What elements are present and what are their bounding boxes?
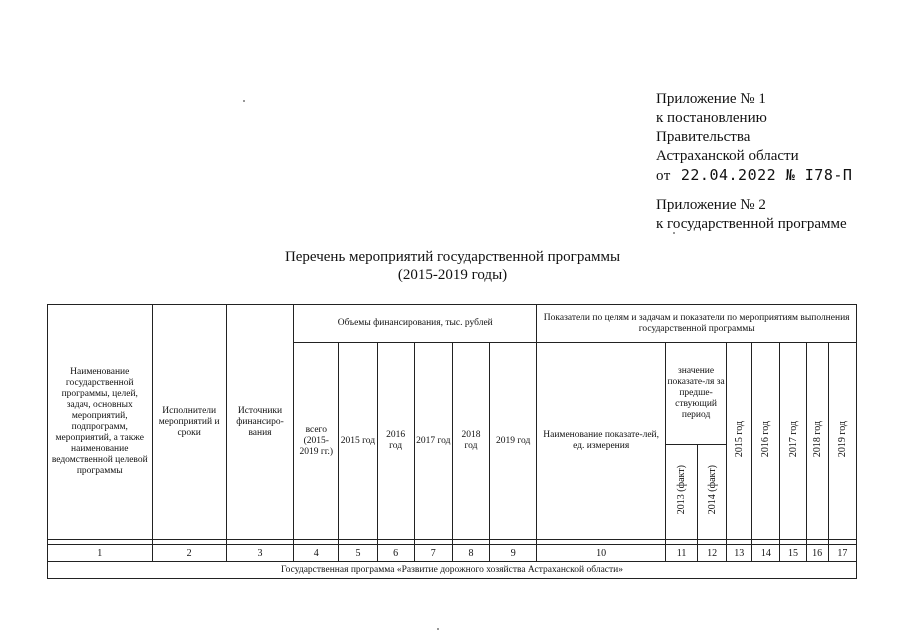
- program-row: [48, 562, 857, 579]
- column-number: 4: [294, 545, 339, 562]
- column-number: 1: [48, 545, 153, 562]
- column-number: 6: [377, 545, 414, 562]
- column-number: 8: [452, 545, 489, 562]
- appendix-1-block: [656, 90, 852, 186]
- decree-date-line: [656, 166, 852, 186]
- column-number: 11: [665, 545, 697, 562]
- document-title: [0, 248, 905, 284]
- header-fact-2013: [665, 445, 697, 540]
- column-number: 17: [828, 545, 856, 562]
- title-line-2: (2015-2019 годы): [397, 267, 508, 283]
- column-number: 5: [339, 545, 377, 562]
- decree-date-number: 22.04.2022 № I78-П: [680, 166, 853, 184]
- ind-2019-label: 2019 год: [836, 420, 848, 458]
- column-number: 13: [727, 545, 752, 562]
- header-row-1: [48, 305, 857, 343]
- header-2016: 2016 год: [377, 343, 414, 540]
- header-ind-2017: [780, 343, 806, 540]
- header-indicators-group: Показатели по целям и задачам и показатели по мероприятиям выполнения государственной программы: [537, 305, 857, 343]
- header-prior-value: значение показате-ля за предше-ствующий период: [665, 343, 726, 445]
- scan-speck: [437, 628, 439, 630]
- appendix-2-line: к государственной программе: [656, 216, 847, 232]
- column-number: 16: [806, 545, 828, 562]
- header-2018: 2018 год: [452, 343, 489, 540]
- column-number: 10: [537, 545, 666, 562]
- header-ind-2015: [727, 343, 752, 540]
- title-line-1: Перечень мероприятий государственной программы: [284, 249, 621, 265]
- ind-2017-label: 2017 год: [787, 420, 799, 458]
- fact-2014-label: 2014 (факт): [706, 465, 718, 515]
- column-number: 2: [152, 545, 226, 562]
- column-number: 14: [752, 545, 780, 562]
- header-ind-2018: [806, 343, 828, 540]
- header-ind-2016: [752, 343, 780, 540]
- column-number: 3: [226, 545, 293, 562]
- header-total: всего (2015-2019 гг.): [294, 343, 339, 540]
- column-number: 9: [490, 545, 537, 562]
- header-executors: Исполнители мероприятий и сроки: [152, 305, 226, 540]
- ind-2016-label: 2016 год: [760, 420, 772, 458]
- header-name-column: Наименование государственной программы, целей, задач, основных мероприятий, подпрограмм, мероприятий, а также наименование ведомственной целевой программы: [48, 305, 153, 540]
- scan-speck: [243, 100, 245, 102]
- appendix-1-line: к постановлению: [656, 110, 767, 126]
- header-finance-group: Объемы финансирования, тыс. рублей: [294, 305, 537, 343]
- fact-2013-label: 2013 (факт): [676, 465, 688, 515]
- appendix-1-line: Астраханской области: [656, 148, 799, 164]
- appendix-1-line: Правительства: [656, 129, 751, 145]
- scan-speck: [673, 232, 675, 234]
- program-name-cell: Государственная программа «Развитие дорожного хозяйства Астраханской области»: [48, 562, 857, 579]
- ind-2015-label: 2015 год: [733, 420, 745, 458]
- header-sources: Источники финансиро-вания: [226, 305, 293, 540]
- header-2017: 2017 год: [414, 343, 452, 540]
- header-indicator-name: Наименование показате-лей, ед. измерения: [537, 343, 666, 540]
- header-2019: 2019 год: [490, 343, 537, 540]
- appendix-1-line: Приложение № 1: [656, 91, 766, 107]
- appendix-2-block: [656, 196, 847, 234]
- header-ind-2019: [828, 343, 856, 540]
- column-number: 15: [780, 545, 806, 562]
- column-number-row: [48, 545, 857, 562]
- column-number: 12: [698, 545, 727, 562]
- header-2015: 2015 год: [339, 343, 377, 540]
- activities-table: [47, 304, 857, 579]
- header-fact-2014: [698, 445, 727, 540]
- appendix-2-line: Приложение № 2: [656, 197, 766, 213]
- ind-2018-label: 2018 год: [811, 420, 823, 458]
- date-prefix: от: [656, 168, 671, 184]
- column-number: 7: [414, 545, 452, 562]
